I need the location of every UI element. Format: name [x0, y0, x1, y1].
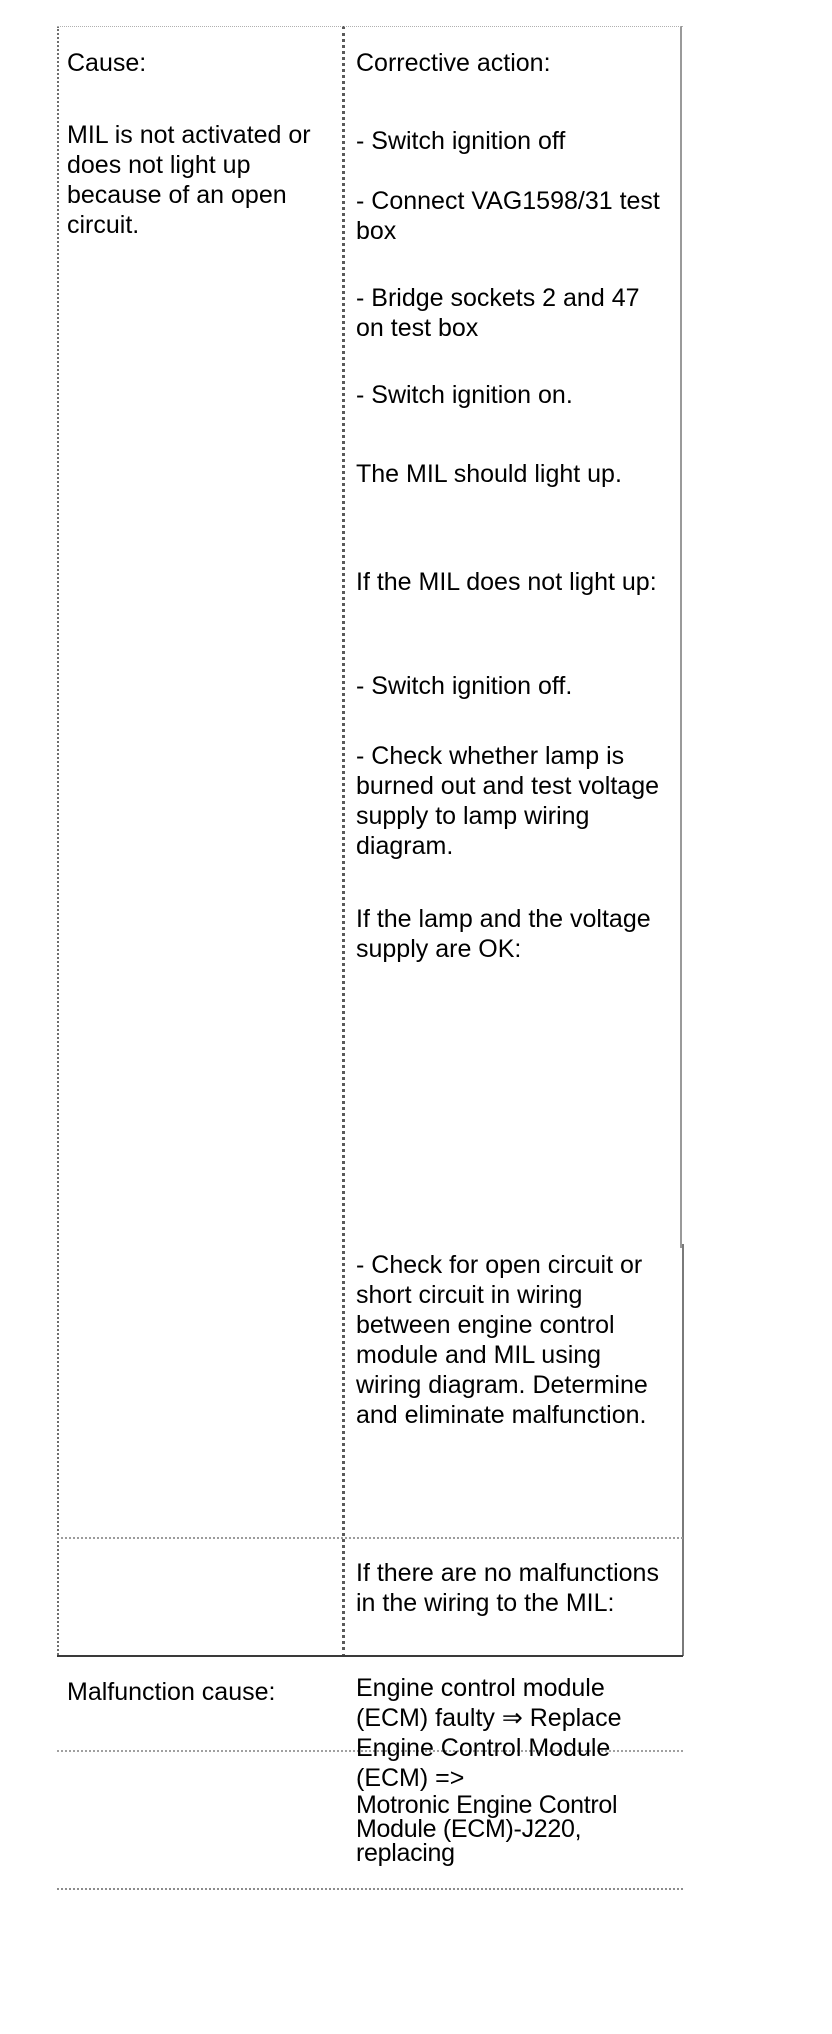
- table-right-border-lower: [682, 1244, 684, 1656]
- cause-text: MIL is not activated or does not light up because of an open circuit.: [67, 121, 311, 239]
- action-step: - Connect VAG1598/31 test box: [356, 187, 660, 245]
- action-step: - Switch ignition on.: [356, 381, 573, 409]
- action-step: - Check for open circuit or short circuit in wiring between engine control module and MIL using wiring diagram. Determine and eliminate malfunction.: [356, 1251, 648, 1429]
- table-top-border: [57, 26, 683, 27]
- row-separator: [57, 1888, 683, 1890]
- malfunction-cause-label: Malfunction cause:: [67, 1678, 276, 1706]
- action-step: - Bridge sockets 2 and 47 on test box: [356, 284, 640, 342]
- malfunction-action-main: Engine control module (ECM) faulty ⇒ Replace Engine Control Module (ECM) =>: [356, 1674, 622, 1792]
- malfunction-action: [356, 1673, 672, 1865]
- replace-ecm-link[interactable]: Motronic Engine Control Module (ECM)-J220, replacing: [356, 1791, 618, 1867]
- table-bottom-border: [57, 1655, 683, 1657]
- column-divider: [342, 26, 345, 1657]
- corrective-action-header: Corrective action:: [356, 49, 551, 77]
- table-left-border: [57, 26, 59, 1655]
- cause-header: Cause:: [67, 49, 147, 77]
- table-right-border-upper: [680, 26, 682, 1248]
- action-step: - Switch ignition off: [356, 127, 566, 155]
- action-condition: If the lamp and the voltage supply are OK:: [356, 905, 651, 963]
- row-separator: [57, 1537, 683, 1539]
- action-condition: If the MIL does not light up:: [356, 568, 657, 596]
- action-condition: If there are no malfunctions in the wiring to the MIL:: [356, 1559, 659, 1617]
- action-note: The MIL should light up.: [356, 460, 622, 488]
- action-step: - Check whether lamp is burned out and test voltage supply to lamp wiring diagram.: [356, 742, 660, 860]
- action-step: - Switch ignition off.: [356, 672, 573, 700]
